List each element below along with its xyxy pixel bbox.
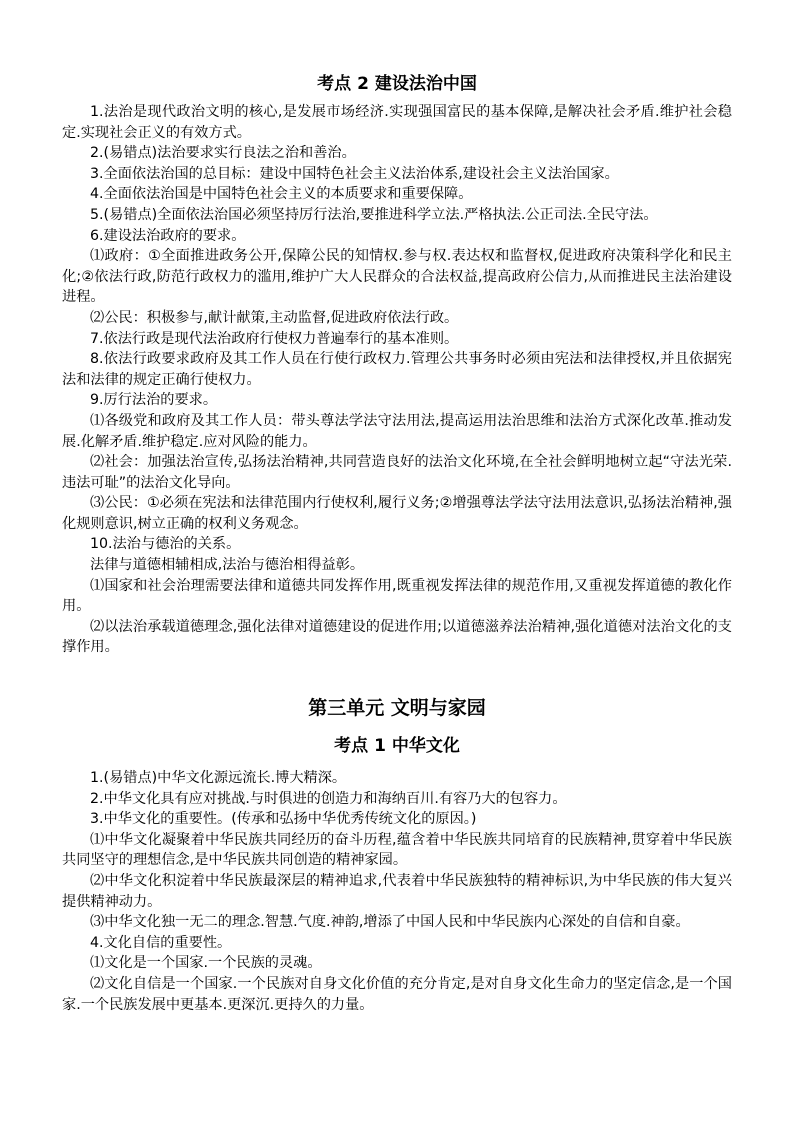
paragraph: 3.全面依法治国的总目标：建设中国特色社会主义法治体系,建设社会主义法治国家。 — [90, 165, 619, 182]
paragraph: ⑵以法治承载道德理念,强化法律对道德建设的促进作用;以道德滋养法治精神,强化道德对法治文化的支撑作用。 — [62, 618, 732, 656]
paragraph: ⑶公民：①必须在宪法和法律范围内行使权利,履行义务;②增强尊法学法守法用法意识,弘扬法治精神,强化规则意识,树立正确的权利义务观念。 — [62, 495, 732, 532]
paragraph: ⑴国家和社会治理需要法律和道德共同发挥作用,既重视发挥法律的规范作用,又重视发挥道德的教化作用。 — [62, 577, 732, 615]
paragraph: 4.全面依法治国是中国特色社会主义的本质要求和重要保障。 — [90, 186, 473, 203]
paragraph: 10.法治与德治的关系。 — [90, 536, 241, 553]
section-title-rule-of-law: 考点 2 建设法治中国 — [317, 74, 477, 94]
paragraph: 6.建设法治政府的要求。 — [90, 227, 246, 244]
paragraph: ⑵公民：积极参与,献计献策,主动监督,促进政府依法行政。 — [90, 309, 459, 326]
paragraph: 1.(易错点)中华文化源远流长.博大精深。 — [90, 770, 347, 787]
paragraph: 1.法治是现代政治文明的核心,是发展市场经济.实现强国富民的基本保障,是解决社会矛盾.维护社会稳定.实现社会正义的有效方式。 — [62, 104, 732, 141]
paragraph: ⑴中华文化凝聚着中华民族共同经历的奋斗历程,蕴含着中华民族共同培育的民族精神,贯穿着中华民族共同坚守的理想信念,是中华民族共同创造的精神家园。 — [62, 831, 732, 869]
paragraph: ⑵中华文化积淀着中华民族最深层的精神追求,代表着中华民族独特的精神标识,为中华民族的伟大复兴提供精神动力。 — [62, 873, 732, 910]
paragraph: ⑴各级党和政府及其工作人员：带头尊法学法守法用法,提高运用法治思维和法治方式深化改革.推动发展.化解矛盾.维护稳定.应对风险的能力。 — [62, 412, 732, 450]
unit-title: 第三单元 文明与家园 — [308, 697, 486, 720]
paragraph: ⑶中华文化独一无二的理念.智慧.气度.神韵,增添了中国人民和中华民族内心深处的自信和自豪。 — [90, 914, 690, 931]
section-body-chinese-culture — [62, 768, 732, 1015]
paragraph: 5.(易错点)全面依法治国必须坚持厉行法治,要推进科学立法.严格执法.公正司法.全民守法。 — [90, 206, 658, 223]
section-title-chinese-culture: 考点 1 中华文化 — [334, 736, 460, 757]
paragraph: 法律与道德相辅相成,法治与德治相得益彰。 — [90, 557, 365, 574]
paragraph: 9.厉行法治的要求。 — [90, 392, 218, 409]
section-body-rule-of-law — [62, 102, 732, 658]
paragraph: ⑴政府：①全面推进政务公开,保障公民的知情权.参与权.表达权和监督权,促进政府决策科学化和民主化;②依法行政,防范行政权力的滥用,维护广大人民群众的合法权益,提高政府公信力,从而推进民主法治建设进程。 — [62, 248, 732, 306]
paragraph: 8.依法行政要求政府及其工作人员在行使行政权力.管理公共事务时必须由宪法和法律授权,并且依据宪法和法律的规定正确行使权力。 — [62, 351, 732, 388]
paragraph: 2.中华文化具有应对挑战.与时俱进的创造力和海纳百川.有容乃大的包容力。 — [90, 790, 567, 807]
paragraph: 7.依法行政是现代法治政府行使权力普遍奉行的基本准则。 — [90, 330, 459, 347]
paragraph: 2.(易错点)法治要求实行良法之治和善治。 — [90, 145, 356, 162]
paragraph: ⑵社会：加强法治宣传,弘扬法治精神,共同营造良好的法治文化环境,在全社会鲜明地树立起“守法光荣.违法可耻”的法治文化导向。 — [62, 454, 732, 491]
paragraph: ⑴文化是一个国家.一个民族的灵魂。 — [90, 955, 322, 972]
paragraph: ⑵文化自信是一个国家.一个民族对自身文化价值的充分肯定,是对自身文化生命力的坚定信念,是一个国家.一个民族发展中更基本.更深沉.更持久的力量。 — [62, 975, 732, 1013]
paragraph: 4.文化自信的重要性。 — [90, 934, 232, 951]
paragraph: 3.中华文化的重要性。(传承和弘扬中华优秀传统文化的原因。) — [90, 811, 477, 828]
